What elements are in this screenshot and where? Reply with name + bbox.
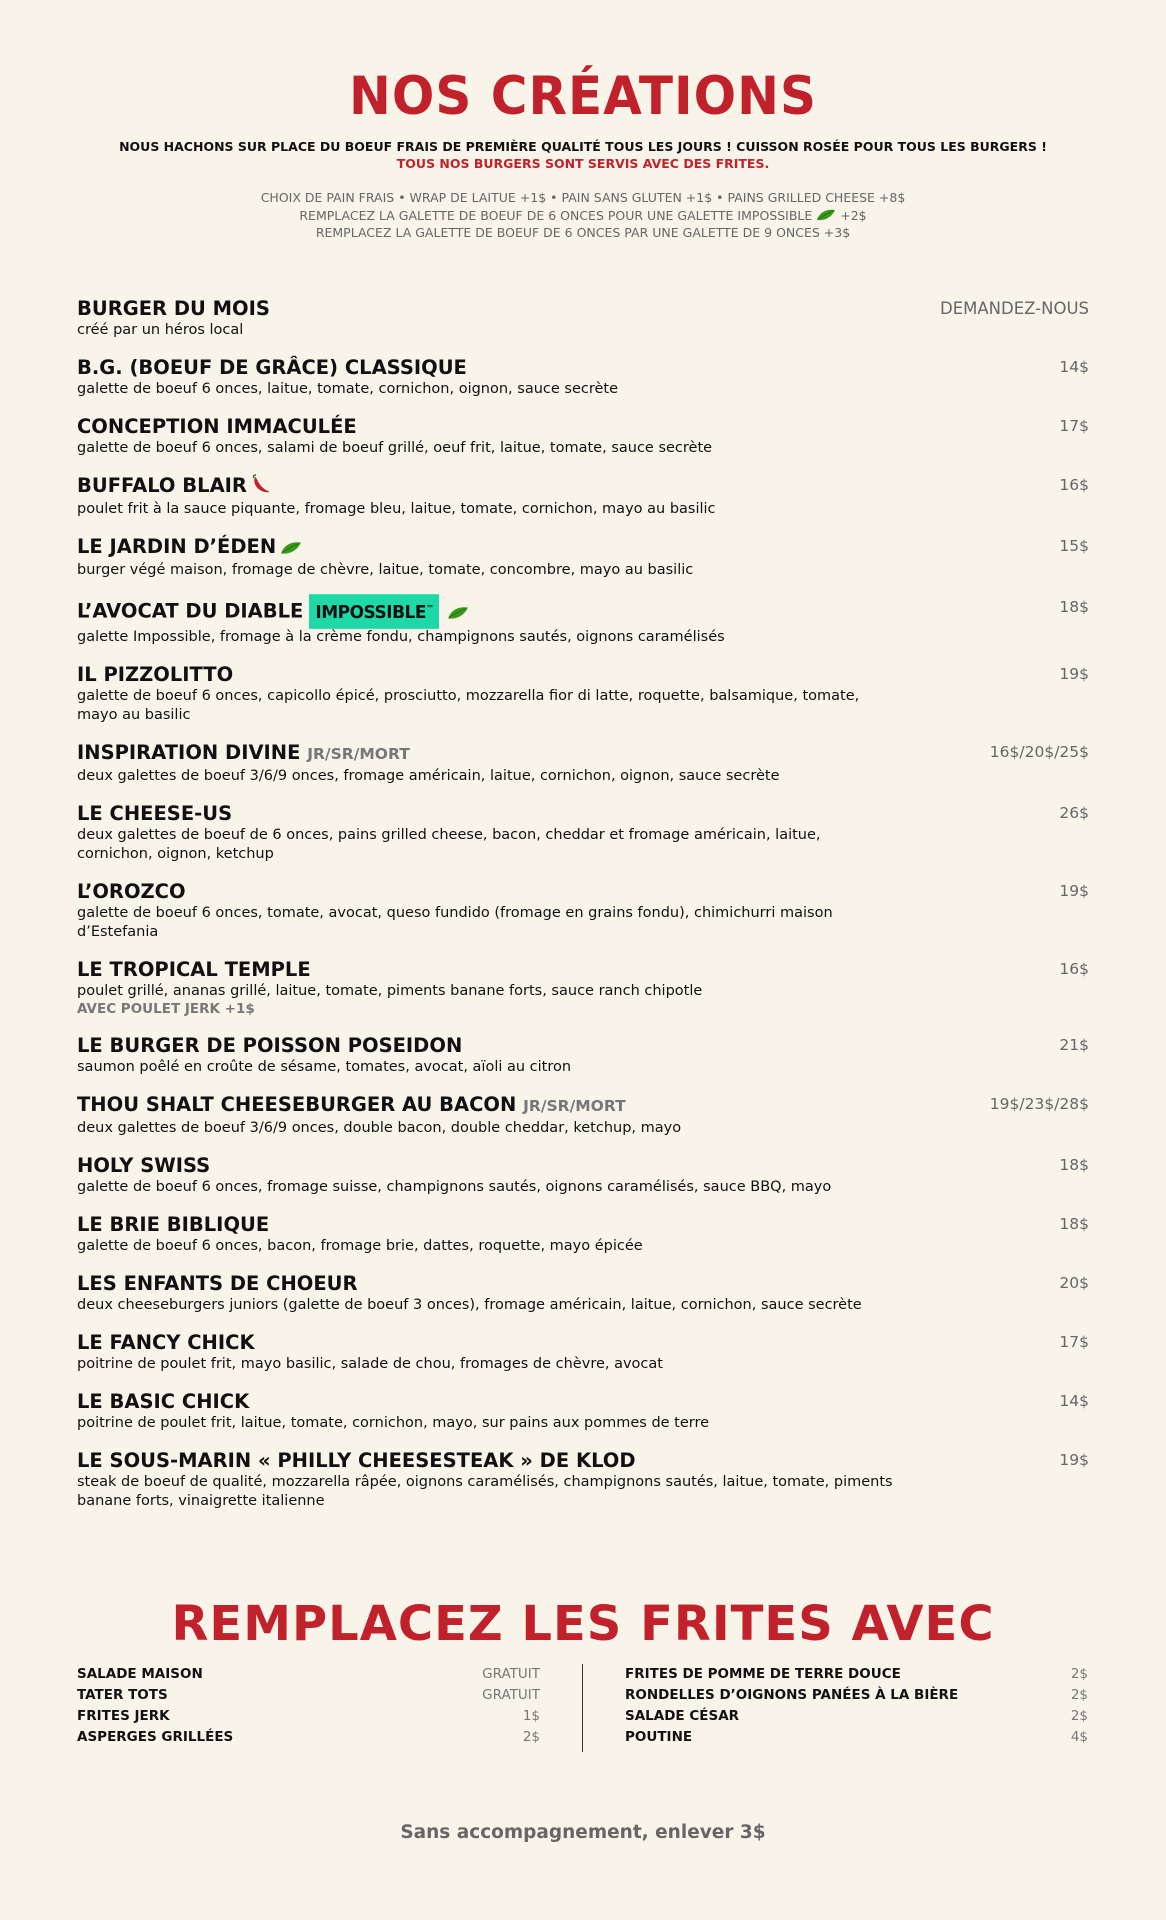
item-description: créé par un héros local bbox=[77, 322, 244, 338]
item-description: galette Impossible, fromage à la crème fondu, champignons sautés, oignons caramélisés bbox=[77, 628, 725, 645]
item-description: poitrine de poulet frit, mayo basilic, salade de chou, fromages de chèvre, avocat bbox=[77, 1355, 663, 1372]
item-description: galette de boeuf 6 onces, fromage suisse, champignons sautés, oignons caramélisés, sauce BBQ, mayo bbox=[77, 1178, 832, 1195]
side-price: GRATUIT bbox=[482, 1666, 540, 1682]
side-item bbox=[625, 1727, 1088, 1748]
item-name: LE SOUS-MARIN « PHILLY CHEESESTEAK » DE KLOD bbox=[77, 1448, 636, 1472]
side-item bbox=[77, 1706, 540, 1727]
side-price: 2$ bbox=[522, 1729, 540, 1745]
side-name: FRITES JERK bbox=[77, 1708, 170, 1724]
item-name: LE TROPICAL TEMPLE bbox=[77, 957, 311, 981]
impossible-badge: IMPOSSIBLE™ bbox=[309, 594, 439, 628]
item-description: poitrine de poulet frit, laitue, tomate, cornichon, mayo, sur pains aux pommes de terre bbox=[77, 1414, 710, 1431]
fries-notice: TOUS NOS BURGERS SONT SERVIS AVEC DES FRITES. bbox=[396, 156, 770, 171]
item-name: LE CHEESE-US bbox=[77, 801, 233, 825]
menu-item bbox=[77, 534, 1089, 580]
item-description: galette de boeuf 6 onces, tomate, avocat, queso fundido (fromage en grains fondu), chimichurri maison d’Estefania bbox=[77, 904, 833, 940]
menu-item bbox=[77, 595, 1089, 647]
item-price: 14$ bbox=[1059, 358, 1089, 376]
item-price: 16$ bbox=[1059, 959, 1089, 978]
side-item bbox=[625, 1706, 1088, 1727]
menu-item bbox=[77, 473, 1089, 519]
item-price: 18$ bbox=[1059, 598, 1089, 616]
item-description: poulet grillé, ananas grillé, laitue, tomate, piments banane forts, sauce ranch chipotle bbox=[77, 982, 703, 999]
menu-item bbox=[77, 957, 1089, 1018]
item-name: LES ENFANTS DE CHOEUR bbox=[77, 1271, 358, 1295]
item-name: THOU SHALT CHEESEBURGER AU BACON JR/SR/MORT bbox=[77, 1092, 626, 1116]
side-name: RONDELLES D’OIGNONS PANÉES À LA BIÈRE bbox=[625, 1687, 959, 1703]
sides-section bbox=[77, 1664, 1089, 1752]
menu-item bbox=[77, 740, 1089, 786]
item-name: CONCEPTION IMMACULÉE bbox=[77, 415, 357, 438]
item-name: BUFFALO BLAIR bbox=[77, 473, 1089, 500]
item-price: 14$ bbox=[1059, 1391, 1089, 1410]
intro-text: NOUS HACHONS SUR PLACE DU BOEUF FRAIS DE PREMIÈRE QUALITÉ TOUS LES JOURS ! CUISSON ROSÉE POUR TOUS LES BURGERS ! bbox=[119, 139, 1047, 154]
side-name: FRITES DE POMME DE TERRE DOUCE bbox=[625, 1666, 901, 1682]
menu-item bbox=[77, 1092, 1089, 1138]
item-name: L’OROZCO bbox=[77, 879, 186, 903]
item-description: galette de boeuf 6 onces, capicollo épicé, prosciutto, mozzarella fior di latte, roquette, balsamique, tomate, mayo au basilic bbox=[77, 687, 860, 723]
item-price: 19$ bbox=[1059, 664, 1089, 683]
item-price: 20$ bbox=[1059, 1273, 1089, 1292]
sides-divider bbox=[582, 1664, 583, 1752]
item-description: steak de boeuf de qualité, mozzarella râpée, oignons caramélisés, champignons sautés, laitue, tomate, piments banane forts, vinaigrette italienne bbox=[77, 1473, 893, 1509]
item-price: 18$ bbox=[1059, 1155, 1089, 1174]
option-line-9oz: REMPLACEZ LA GALETTE DE BOEUF DE 6 ONCES PAR UNE GALETTE DE 9 ONCES +3$ bbox=[315, 225, 851, 240]
sides-column-left bbox=[77, 1664, 540, 1748]
item-price: 18$ bbox=[1059, 1214, 1089, 1233]
menu-item bbox=[77, 414, 1089, 458]
item-description: deux galettes de boeuf 3/6/9 onces, double bacon, double cheddar, ketchup, mayo bbox=[77, 1119, 682, 1136]
side-price: 2$ bbox=[1070, 1687, 1088, 1703]
side-item bbox=[625, 1685, 1088, 1706]
item-name: LE FANCY CHICK bbox=[77, 1330, 255, 1354]
side-item bbox=[77, 1664, 540, 1685]
side-name: SALADE MAISON bbox=[77, 1666, 203, 1682]
item-price: 16$ bbox=[1059, 476, 1089, 494]
item-price: 19$ bbox=[1059, 881, 1089, 900]
menu-item bbox=[77, 1389, 1089, 1433]
item-size-options: JR/SR/MORT bbox=[523, 1096, 626, 1115]
item-description: galette de boeuf 6 onces, salami de boeuf grillé, oeuf frit, laitue, tomate, sauce secrète bbox=[77, 440, 713, 456]
item-name: IL PIZZOLITTO bbox=[77, 662, 234, 686]
option-line-bread: CHOIX DE PAIN FRAIS • WRAP DE LAITUE +1$ • PAIN SANS GLUTEN +1$ • PAINS GRILLED CHEESE +8$ bbox=[260, 190, 906, 205]
item-name: HOLY SWISS bbox=[77, 1153, 211, 1177]
item-name: L’AVOCAT DU DIABLE IMPOSSIBLE™ bbox=[77, 595, 1089, 628]
leaf-icon bbox=[447, 601, 469, 626]
item-price: 21$ bbox=[1059, 1035, 1089, 1054]
menu-item bbox=[77, 296, 1089, 340]
menu-item bbox=[77, 1448, 1089, 1511]
item-description: saumon poêlé en croûte de sésame, tomates, avocat, aïoli au citron bbox=[77, 1058, 572, 1075]
chili-pepper-icon bbox=[251, 474, 271, 500]
side-price: GRATUIT bbox=[482, 1687, 540, 1703]
item-name: B.G. (BOEUF DE GRÂCE) CLASSIQUE bbox=[77, 356, 467, 379]
item-price: 19$/23$/28$ bbox=[989, 1094, 1089, 1113]
menu-item bbox=[77, 801, 1089, 864]
sides-title: REMPLACEZ LES FRITES AVEC bbox=[171, 1596, 995, 1652]
item-name: LE JARDIN D’ÉDEN bbox=[77, 534, 1089, 561]
side-price: 2$ bbox=[1070, 1666, 1088, 1682]
menu-item bbox=[77, 1271, 1089, 1315]
menu-item bbox=[77, 1153, 1089, 1197]
sides-column-right bbox=[625, 1664, 1088, 1748]
page-title: NOS CRÉATIONS bbox=[348, 65, 817, 127]
item-name: LE BURGER DE POISSON POSEIDON bbox=[77, 1033, 463, 1057]
item-description: galette de boeuf 6 onces, laitue, tomate, cornichon, oignon, sauce secrète bbox=[77, 381, 619, 397]
menu-item bbox=[77, 879, 1089, 942]
item-price: 19$ bbox=[1059, 1450, 1089, 1469]
item-description: galette de boeuf 6 onces, bacon, fromage brie, dattes, roquette, mayo épicée bbox=[77, 1237, 643, 1254]
item-description: poulet frit à la sauce piquante, fromage bleu, laitue, tomate, cornichon, mayo au basilic bbox=[77, 501, 716, 517]
leaf-icon bbox=[816, 209, 836, 221]
item-price: 15$ bbox=[1059, 537, 1089, 555]
side-price: 4$ bbox=[1070, 1729, 1088, 1745]
item-addon: AVEC POULET JERK +1$ bbox=[77, 1000, 255, 1017]
item-description: burger végé maison, fromage de chèvre, laitue, tomate, concombre, mayo au basilic bbox=[77, 562, 694, 578]
side-item bbox=[77, 1727, 540, 1748]
menu-item bbox=[77, 662, 1089, 725]
burger-menu bbox=[77, 296, 1089, 1526]
item-description: deux cheeseburgers juniors (galette de boeuf 3 onces), fromage américain, laitue, cornichon, sauce secrète bbox=[77, 1296, 862, 1313]
side-item bbox=[625, 1664, 1088, 1685]
item-name: BURGER DU MOIS bbox=[77, 297, 270, 320]
item-price: 16$/20$/25$ bbox=[989, 742, 1089, 761]
menu-item bbox=[77, 1212, 1089, 1256]
side-price: 2$ bbox=[1070, 1708, 1088, 1724]
item-price: 26$ bbox=[1059, 803, 1089, 822]
bread-options bbox=[0, 189, 1166, 242]
item-price: 17$ bbox=[1059, 417, 1089, 435]
item-name: LE BRIE BIBLIQUE bbox=[77, 1212, 270, 1236]
side-name: ASPERGES GRILLÉES bbox=[77, 1729, 234, 1745]
menu-item bbox=[77, 1330, 1089, 1374]
item-name: INSPIRATION DIVINE JR/SR/MORT bbox=[77, 740, 410, 764]
item-description: deux galettes de boeuf de 6 onces, pains grilled cheese, bacon, cheddar et fromage américain, laitue, cornichon, oignon, ketchup bbox=[77, 826, 821, 862]
no-side-note: Sans accompagnement, enlever 3$ bbox=[400, 1822, 766, 1843]
item-name: LE BASIC CHICK bbox=[77, 1389, 250, 1413]
side-item bbox=[77, 1685, 540, 1706]
option-line-impossible: REMPLACEZ LA GALETTE DE BOEUF DE 6 ONCES POUR UNE GALETTE IMPOSSIBLE +2$ bbox=[299, 207, 867, 223]
menu-item bbox=[77, 355, 1089, 399]
side-name: SALADE CÉSAR bbox=[625, 1708, 740, 1724]
item-size-options: JR/SR/MORT bbox=[307, 744, 410, 763]
side-price: 1$ bbox=[522, 1708, 540, 1724]
leaf-icon bbox=[280, 536, 302, 561]
item-price: 17$ bbox=[1059, 1332, 1089, 1351]
item-description: deux galettes de boeuf 3/6/9 onces, fromage américain, laitue, cornichon, oignon, sauce secrète bbox=[77, 767, 780, 784]
item-price: DEMANDEZ-NOUS bbox=[940, 299, 1089, 318]
menu-item bbox=[77, 1033, 1089, 1077]
side-name: TATER TOTS bbox=[77, 1687, 168, 1703]
side-name: POUTINE bbox=[625, 1729, 693, 1745]
